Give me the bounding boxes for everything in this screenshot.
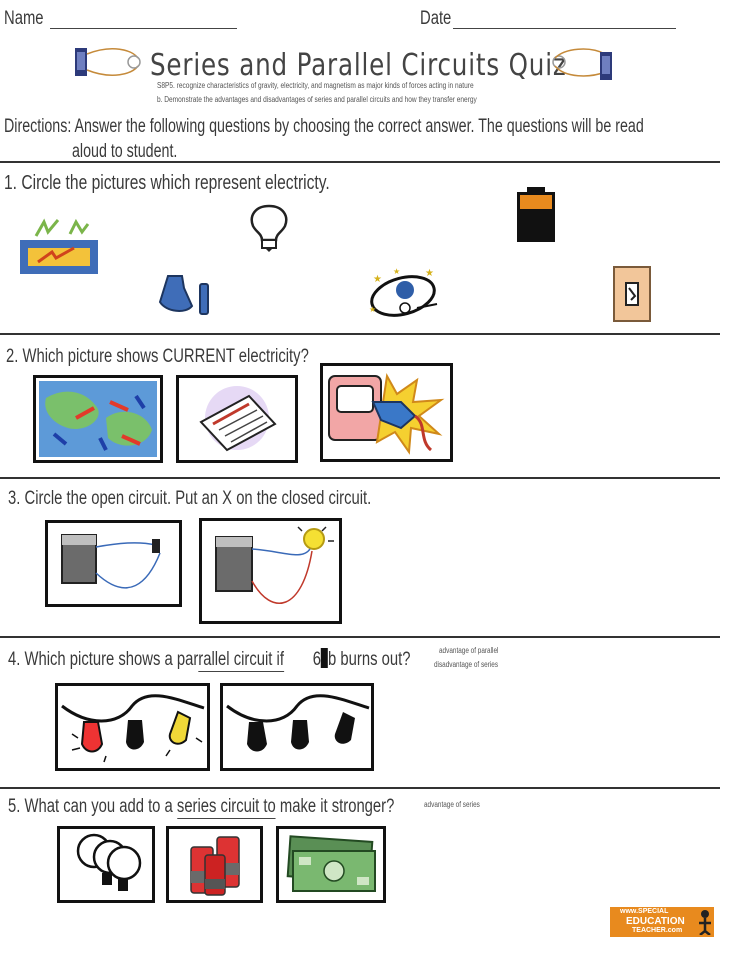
lightning-box-icon[interactable] bbox=[18, 218, 102, 278]
light-switch-icon[interactable] bbox=[613, 266, 651, 322]
question-3: 3. Circle the open circuit. Put an X on the closed circuit. bbox=[8, 488, 372, 509]
note-advantage-series: advantage of series bbox=[424, 800, 480, 809]
battery-circuit-right-icon bbox=[545, 44, 621, 82]
lights-one-burned-option[interactable] bbox=[55, 683, 210, 771]
lights-all-out-option[interactable] bbox=[220, 683, 374, 771]
divider bbox=[0, 477, 720, 479]
divider bbox=[0, 161, 720, 163]
question-2: 2. Which picture shows CURRENT electricity? bbox=[6, 346, 309, 367]
divider bbox=[0, 787, 720, 789]
name-field-line[interactable] bbox=[50, 28, 237, 29]
battery-icon[interactable] bbox=[515, 187, 557, 243]
divider bbox=[0, 636, 720, 638]
light-bulb-icon[interactable] bbox=[247, 204, 291, 252]
date-label: Date bbox=[420, 8, 452, 29]
question-4: 4. Which picture shows a parrallel circuit if 6 b burns out? bbox=[8, 649, 411, 670]
special-education-teacher-logo: www.SPECIAL EDUCATION TEACHER.com bbox=[610, 907, 714, 937]
newspaper-option[interactable] bbox=[176, 375, 298, 463]
name-label: Name bbox=[4, 8, 44, 29]
element-b-text: b. Demonstrate the advantages and disadvantages of series and parallel circuits and how they transfer energy bbox=[157, 95, 477, 104]
divider bbox=[0, 333, 720, 335]
directions-line1: Directions: Answer the following questions by choosing the correct answer. The questions will be read bbox=[4, 116, 644, 137]
magnet-flask-icon[interactable] bbox=[156, 270, 212, 316]
svg-text:★: ★ bbox=[393, 267, 401, 276]
svg-text:★: ★ bbox=[425, 268, 434, 279]
quiz-title: Series and Parallel Circuits Quiz bbox=[150, 48, 567, 83]
atom-orbit-icon[interactable] bbox=[365, 264, 445, 322]
closed-circuit-option[interactable] bbox=[199, 518, 342, 624]
plug-outlet-option[interactable] bbox=[320, 363, 453, 462]
money-option[interactable] bbox=[276, 826, 386, 903]
question-1: 1. Circle the pictures which represent electricty. bbox=[4, 172, 330, 194]
note-advantage-parallel: advantage of parallel bbox=[439, 646, 499, 655]
svg-text:★: ★ bbox=[373, 274, 382, 285]
weather-map-option[interactable] bbox=[33, 375, 163, 463]
open-circuit-option[interactable] bbox=[45, 520, 182, 607]
date-field-line[interactable] bbox=[453, 28, 676, 29]
standard-text: S8P5. recognize characteristics of gravity, electricity, and magnetism as major kinds of forces acting in nature bbox=[157, 81, 474, 90]
battery-circuit-left-icon bbox=[72, 44, 148, 82]
question-5: 5. What can you add to a series circuit to make it stronger? bbox=[8, 796, 395, 817]
batteries-option[interactable] bbox=[166, 826, 263, 903]
directions-line2: aloud to student. bbox=[72, 141, 178, 162]
note-disadvantage-series: disadvantage of series bbox=[434, 660, 499, 669]
svg-text:★: ★ bbox=[369, 305, 377, 314]
light-bulbs-option[interactable] bbox=[57, 826, 155, 903]
